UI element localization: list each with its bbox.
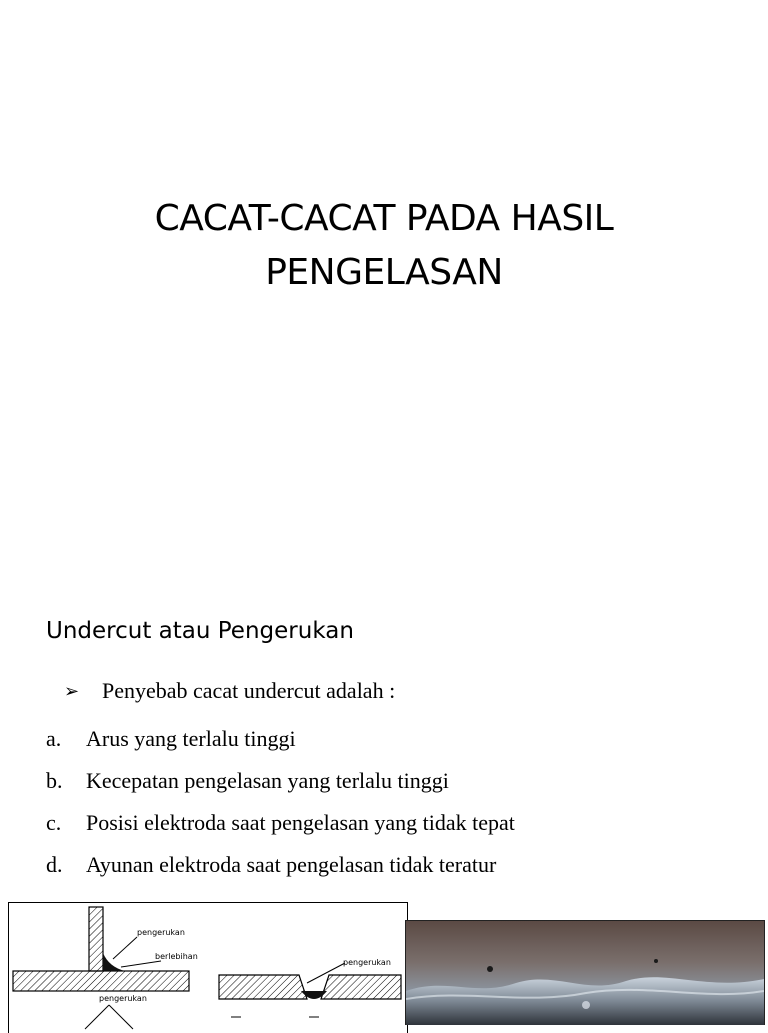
fillet-joint-drawing xyxy=(13,907,198,1029)
label-pengerukan-lower: pengerukan xyxy=(99,994,147,1003)
list-item-letter: d. xyxy=(46,852,63,877)
slide-title xyxy=(60,192,708,300)
slide-title-line-1: CACAT-CACAT PADA HASIL xyxy=(154,198,614,239)
list-item-letter: c. xyxy=(46,810,62,835)
arrow-bullet-icon: ➢ xyxy=(64,680,80,701)
list-item xyxy=(46,760,515,802)
slide-title-line-2: PENGELASAN xyxy=(265,252,503,293)
list-item xyxy=(46,844,515,886)
intro-line xyxy=(64,678,395,704)
weld-photo xyxy=(405,920,765,1025)
list-item-text: Arus yang terlalu tinggi xyxy=(86,726,296,751)
list-item-text: Kecepatan pengelasan yang terlalu tinggi xyxy=(86,768,449,793)
list-item-text: Ayunan elektroda saat pengelasan tidak teratur xyxy=(86,852,497,877)
list-item-letter: a. xyxy=(46,726,62,751)
label-pengerukan-right: pengerukan xyxy=(343,958,391,967)
list-item-letter: b. xyxy=(46,768,63,793)
list-item-text: Posisi elektroda saat pengelasan yang tidak tepat xyxy=(86,810,515,835)
list-item xyxy=(46,718,515,760)
list-item xyxy=(46,802,515,844)
label-pengerukan: pengerukan xyxy=(137,928,185,937)
intro-text: Penyebab cacat undercut adalah : xyxy=(102,678,396,703)
butt-joint-drawing xyxy=(219,958,401,1017)
causes-list xyxy=(46,718,515,886)
label-berlebihan: berlebihan xyxy=(155,952,198,961)
undercut-diagram xyxy=(8,902,408,1033)
section-heading: Undercut atau Pengerukan xyxy=(46,618,354,644)
